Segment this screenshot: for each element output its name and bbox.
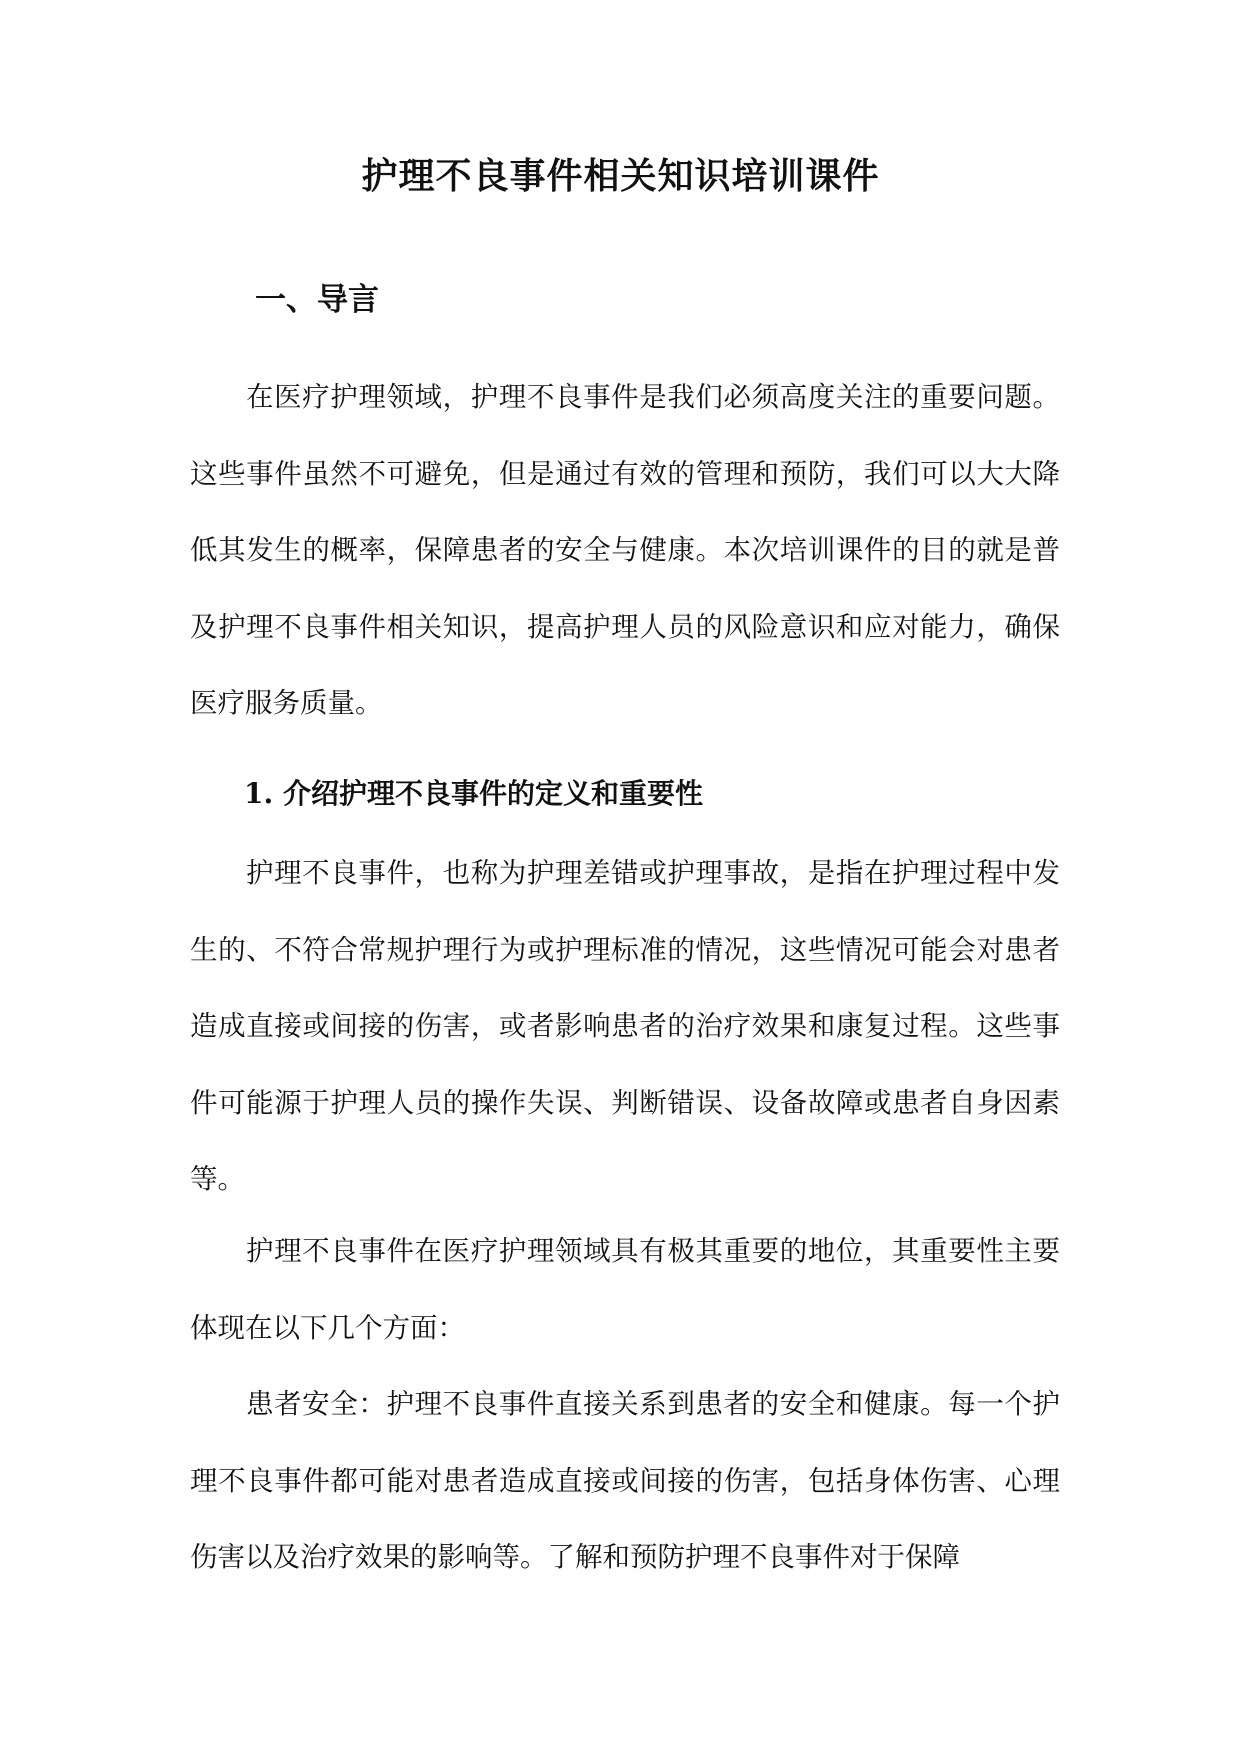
document-title: 护理不良事件相关知识培训课件 [361, 155, 880, 197]
introduction-paragraph: 在医疗护理领域，护理不良事件是我们必须高度关注的重要问题。这些事件虽然不可避免，但是通过有效的管理和预防，我们可以大大降低其发生的概率，保障患者的安全与健康。本次培训课件的目的就是普及护理不良事件相关知识，提高护理人员的风险意识和应对能力，确保医疗服务质量。 [190, 381, 1060, 719]
definition-paragraph: 护理不良事件，也称为护理差错或护理事故，是指在护理过程中发生的、不符合常规护理行为或护理标准的情况，这些情况可能会对患者造成直接或间接的伤害，或者影响患者的治疗效果和康复过程。这些事件可能源于护理人员的操作失误、判断错误、设备故障或患者自身因素等。 [190, 857, 1060, 1195]
importance-paragraph: 护理不良事件在医疗护理领域具有极其重要的地位，其重要性主要体现在以下几个方面： [190, 1235, 1060, 1344]
section-heading-introduction: 一、导言 [255, 282, 379, 318]
subsection-heading-definition: 1. 介绍护理不良事件的定义和重要性 [244, 777, 703, 810]
patient-safety-paragraph: 患者安全：护理不良事件直接关系到患者的安全和健康。每一个护理不良事件都可能对患者造成直接或间接的伤害，包括身体伤害、心理伤害以及治疗效果的影响等。了解和预防护理不良事件对于保障 [190, 1388, 1060, 1573]
